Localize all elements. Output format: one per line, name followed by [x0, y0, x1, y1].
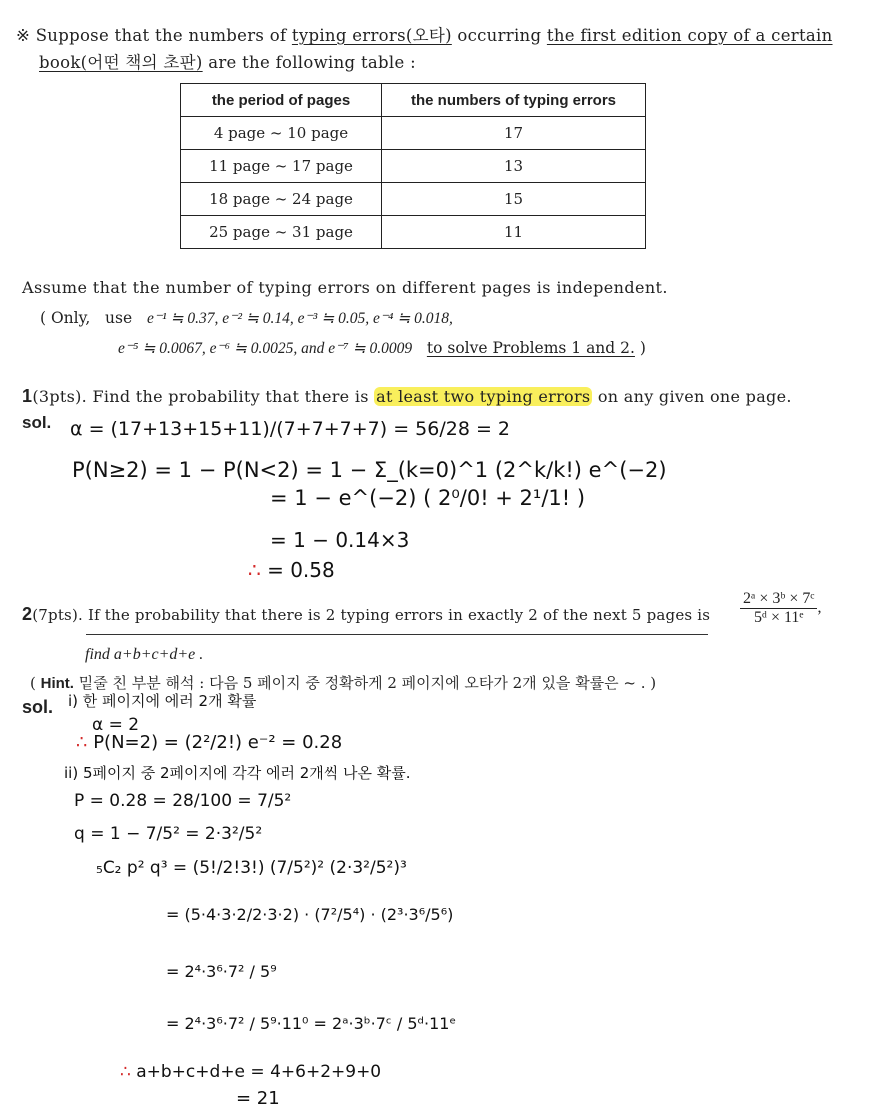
problem-1-number: 1 — [22, 386, 33, 406]
problem-2-points: (7pts). — [32, 606, 83, 624]
intro-text-2: occurring — [457, 26, 542, 45]
problem-2-underline — [86, 634, 708, 635]
period-cell: 4 page ~ 10 page — [181, 117, 382, 150]
p1-handwritten-line-2: P(N≥2) = 1 − P(N<2) = 1 − Σ_(k=0)^1 (2^k/k!) e^(−2) — [72, 458, 667, 482]
intro-line-2 — [39, 49, 416, 73]
p2-handwritten-line-6: q = 1 − 7/5² = 2·3²/5² — [74, 824, 263, 844]
p2-prob-n2: P(N=2) = (2²/2!) e⁻² = 0.28 — [93, 732, 343, 753]
p2-handwritten-line-2: α = 2 — [92, 715, 140, 735]
p2-handwritten-line-5: P = 0.28 = 28/100 = 7/5² — [74, 791, 292, 811]
p1-handwritten-line-4: = 1 − 0.14×3 — [270, 528, 410, 552]
intro-underline-typing-errors: typing errors(오타) — [291, 26, 452, 45]
hint-open-paren: ( — [30, 674, 36, 692]
p2-handwritten-line-1: i) 한 페이지에 에러 2개 확률 — [68, 692, 257, 710]
problem-2-find: find a+b+c+d+e . — [85, 646, 204, 663]
p2-sum: a+b+c+d+e = 4+6+2+9+0 — [136, 1062, 382, 1082]
fraction-denominator: 5ᵈ × 11ᵉ — [753, 609, 804, 626]
reference-mark: ※ — [16, 26, 31, 45]
table-row — [181, 117, 646, 150]
p2-handwritten-line-7: ₅C₂ p² q³ = (5!/2!3!) (7/5²)² (2·3²/5²)³ — [96, 858, 407, 878]
use-label: use — [105, 309, 133, 327]
fraction-comma: , — [817, 599, 822, 617]
count-cell: 15 — [382, 183, 646, 216]
intro-line-1 — [16, 22, 833, 46]
p2-handwritten-line-3 — [76, 732, 342, 753]
problem-2-statement — [22, 604, 710, 625]
problem-1-sol-label: sol. — [22, 413, 52, 432]
close-paren: ) — [639, 339, 646, 357]
solve-problems-note: to solve Problems 1 and 2. — [426, 339, 635, 357]
hint-text: 밑줄 친 부분 해석 : 다음 5 페이지 중 정확하게 2 페이지에 오타가 2개 있을 확률은 ~ . ) — [78, 674, 657, 692]
period-cell: 11 page ~ 17 page — [181, 150, 382, 183]
assumption-text: Assume that the number of typing errors on different pages is independent. — [22, 278, 668, 297]
p1-answer: = 0.58 — [267, 558, 335, 582]
p1-handwritten-line-3: = 1 − e^(−2) ( 2⁰/0! + 2¹/1! ) — [270, 486, 586, 510]
only-label: ( Only, — [40, 309, 91, 327]
p2-handwritten-line-12: = 21 — [236, 1088, 280, 1109]
table-row — [181, 216, 646, 249]
problem-2-sol-label: sol. — [22, 697, 54, 717]
fraction-numerator: 2ᵃ × 3ᵇ × 7ᶜ — [740, 590, 817, 609]
problem-1-text-b: on any given one page. — [597, 387, 792, 406]
count-cell: 13 — [382, 150, 646, 183]
highlight-at-least-two: at least two typing errors — [376, 387, 591, 406]
approximations-line-1 — [40, 309, 453, 328]
count-cell: 17 — [382, 117, 646, 150]
p2-handwritten-line-4: ii) 5페이지 중 2페이지에 각각 에러 2개씩 나온 확률. — [64, 764, 411, 782]
problem-2-fraction — [740, 590, 821, 627]
therefore-mark: ∴ — [248, 558, 261, 582]
approx-values-2: e⁻⁵ ≒ 0.0067, e⁻⁶ ≒ 0.0025, and e⁻⁷ ≒ 0.0009 — [118, 340, 413, 357]
p2-handwritten-line-9: = 2⁴·3⁶·7² / 5⁹ — [166, 962, 277, 981]
count-cell: 11 — [382, 216, 646, 249]
therefore-mark: ∴ — [120, 1062, 131, 1082]
intro-text-1: Suppose that the numbers of — [35, 26, 287, 45]
period-cell: 25 page ~ 31 page — [181, 216, 382, 249]
table-header-row — [181, 84, 646, 117]
p2-handwritten-line-11 — [120, 1062, 381, 1082]
problem-2-text: If the probability that there is 2 typing errors in exactly 2 of the next 5 pages is — [87, 606, 711, 624]
intro-underline-book: book(어떤 책의 초판) — [39, 53, 203, 72]
table-row — [181, 150, 646, 183]
header-period: the period of pages — [181, 84, 382, 117]
therefore-mark: ∴ — [76, 732, 88, 753]
problem-1-text-a: Find the probability that there is — [92, 387, 369, 406]
p1-handwritten-line-1: α = (17+13+15+11)/(7+7+7+7) = 56/28 = 2 — [70, 418, 510, 440]
p2-handwritten-line-8: = (5·4·3·2/2·3·2) · (7²/5⁴) · (2³·3⁶/5⁶) — [166, 905, 454, 924]
typing-errors-table — [180, 83, 646, 249]
table-row — [181, 183, 646, 216]
intro-text-3: are the following table : — [208, 53, 416, 72]
approximations-line-2 — [118, 339, 646, 358]
header-number: the numbers of typing errors — [382, 84, 646, 117]
problem-2-number: 2 — [22, 604, 33, 624]
p2-handwritten-line-10: = 2⁴·3⁶·7² / 5⁹·11⁰ = 2ᵃ·3ᵇ·7ᶜ / 5ᵈ·11ᵉ — [166, 1014, 457, 1033]
p1-handwritten-line-5 — [248, 558, 335, 582]
approx-values-1: e⁻¹ ≒ 0.37, e⁻² ≒ 0.14, e⁻³ ≒ 0.05, e⁻⁴ ≒ 0.018, — [146, 310, 453, 327]
intro-underline-first-edition: the first edition copy of a certain — [546, 26, 833, 45]
period-cell: 18 page ~ 24 page — [181, 183, 382, 216]
hint-label: Hint. — [40, 675, 74, 692]
problem-1-points: (3pts). — [32, 387, 88, 406]
problem-1-statement — [22, 386, 792, 407]
